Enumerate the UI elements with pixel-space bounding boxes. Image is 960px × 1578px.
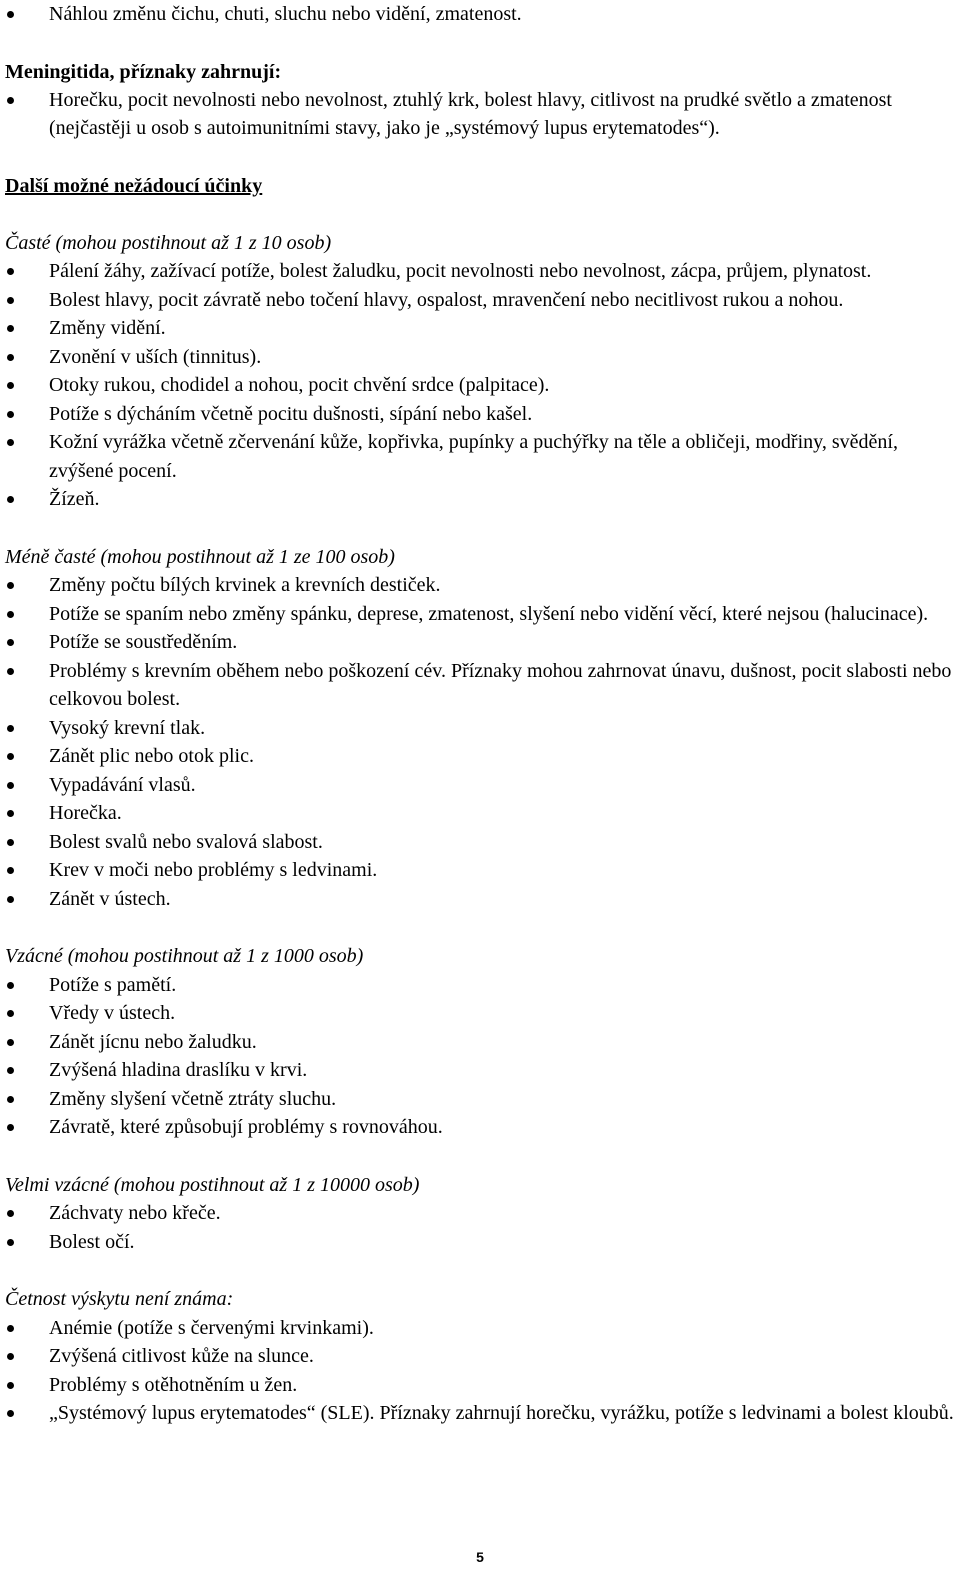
list-item: Zánět plic nebo otok plic. [5, 742, 955, 771]
list-item: Horečka. [5, 799, 955, 828]
list-item: Potíže s dýcháním včetně pocitu dušnosti, sípání nebo kašel. [5, 400, 955, 429]
list-item: Bolest svalů nebo svalová slabost. [5, 828, 955, 857]
list-item: Potíže s pamětí. [5, 971, 955, 1000]
document-page [5, 0, 955, 1428]
list-item: Problémy s krevním oběhem nebo poškození cév. Příznaky mohou zahrnovat únavu, dušnost, pocit slabosti nebo celkovou bolest. [5, 657, 955, 714]
list-item: Vysoký krevní tlak. [5, 714, 955, 743]
page-number: 5 [476, 1549, 484, 1565]
list-item: Vředy v ústech. [5, 999, 955, 1028]
list-item: Zánět v ústech. [5, 885, 955, 914]
side-effect-groups [5, 229, 955, 1428]
list-item: Zvonění v uších (tinnitus). [5, 343, 955, 372]
list-item: Otoky rukou, chodidel a nohou, pocit chvění srdce (palpitace). [5, 371, 955, 400]
list-item: Náhlou změnu čichu, chuti, sluchu nebo vidění, zmatenost. [5, 0, 955, 29]
list-item: Zvýšená hladina draslíku v krvi. [5, 1056, 955, 1085]
frequency-category-title: Časté (mohou postihnout až 1 z 10 osob) [5, 231, 332, 254]
list-item: Kožní vyrážka včetně zčervenání kůže, kopřivka, pupínky a puchýřky na těle a obličeji, modřiny, svědění, zvýšené pocení. [5, 428, 955, 485]
list-item: Potíže se soustředěním. [5, 628, 955, 657]
list-item: Horečku, pocit nevolnosti nebo nevolnost, ztuhlý krk, bolest hlavy, citlivost na prudké světlo a zmatenost (nejčastěji u osob s autoimunitními stavy, jako je „systémový lupus erytematodes“). [5, 86, 955, 143]
list-item: Změny slyšení včetně ztráty sluchu. [5, 1085, 955, 1114]
list-item: Zánět jícnu nebo žaludku. [5, 1028, 955, 1057]
list-item: Změny počtu bílých krvinek a krevních destiček. [5, 571, 955, 600]
section-heading: Další možné nežádoucí účinky [5, 174, 263, 197]
frequency-category-title: Četnost výskytu není známa: [5, 1288, 234, 1310]
list-item: Zvýšená citlivost kůže na slunce. [5, 1342, 955, 1371]
list-item: Žízeň. [5, 485, 955, 514]
frequency-category-title: Vzácné (mohou postihnout až 1 z 1000 osob) [5, 945, 364, 967]
list-item: Krev v moči nebo problémy s ledvinami. [5, 856, 955, 885]
meningitis-heading: Meningitida, příznaky zahrnují: [5, 60, 282, 83]
list-item: Potíže se spaním nebo změny spánku, deprese, zmatenost, slyšení nebo vidění věcí, které nejsou (halucinace). [5, 600, 955, 629]
list-item: Změny vidění. [5, 314, 955, 343]
frequency-category-title: Velmi vzácné (mohou postihnout až 1 z 10000 osob) [5, 1173, 420, 1196]
list-item: Záchvaty nebo křeče. [5, 1199, 955, 1228]
list-item: Problémy s otěhotněním u žen. [5, 1371, 955, 1400]
list-item: Závratě, které způsobují problémy s rovnováhou. [5, 1113, 955, 1142]
list-item: Bolest hlavy, pocit závratě nebo točení hlavy, ospalost, mravenčení nebo necitlivost rukou a nohou. [5, 286, 955, 315]
list-item: Bolest očí. [5, 1228, 955, 1257]
list-item: Vypadávání vlasů. [5, 771, 955, 800]
frequency-category-title: Méně časté (mohou postihnout až 1 ze 100 osob) [5, 545, 395, 568]
list-item: „Systémový lupus erytematodes“ (SLE). Příznaky zahrnují horečku, vyrážku, potíže s ledvinami a bolest kloubů. [5, 1399, 955, 1428]
list-item: Pálení žáhy, zažívací potíže, bolest žaludku, pocit nevolnosti nebo nevolnost, zácpa, průjem, plynatost. [5, 257, 955, 286]
list-item: Anémie (potíže s červenými krvinkami). [5, 1314, 955, 1343]
